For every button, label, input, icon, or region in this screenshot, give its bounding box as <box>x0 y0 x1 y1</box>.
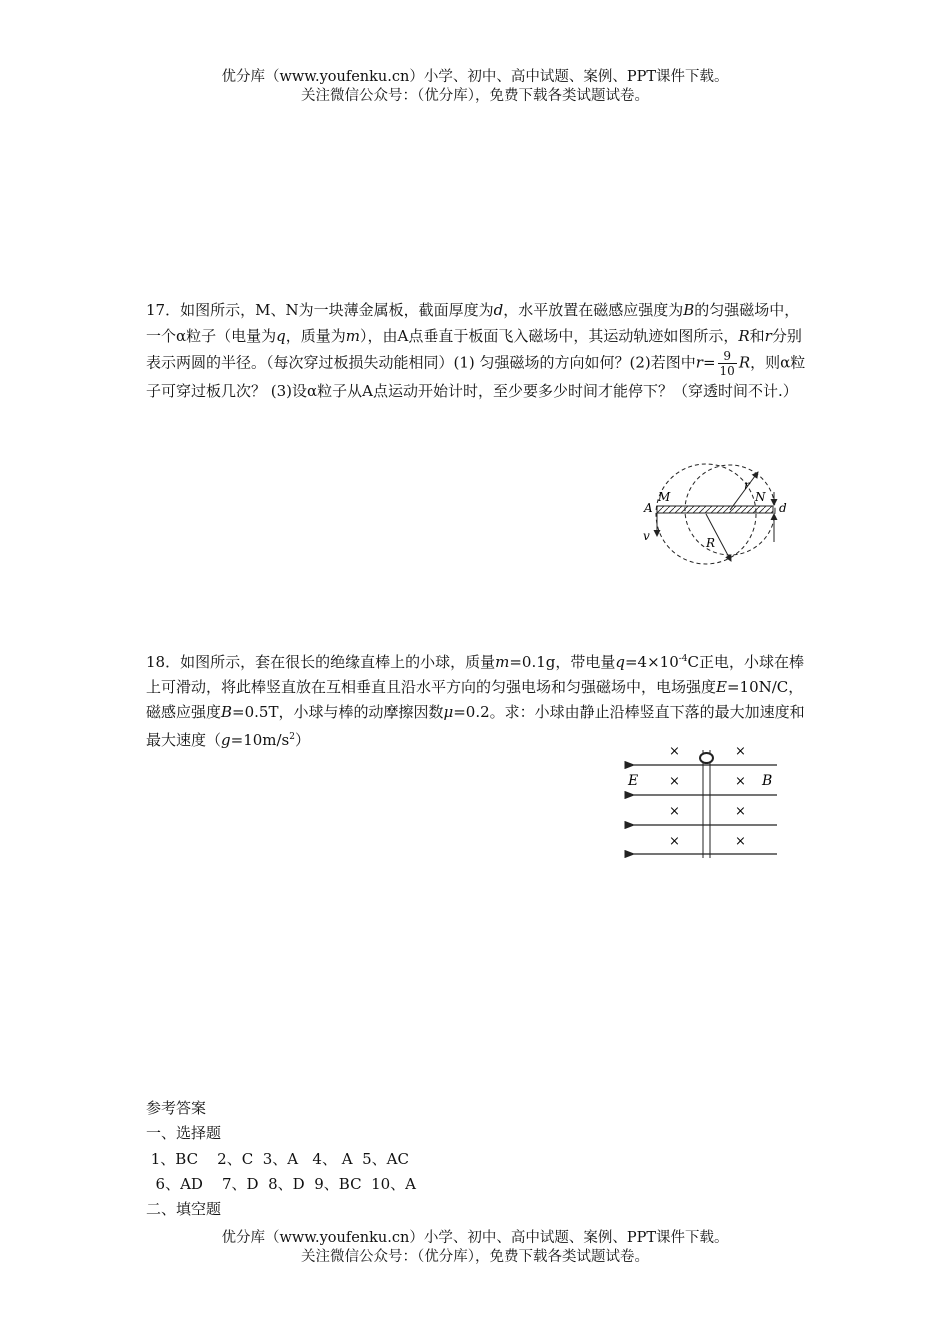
fraction-9-10: $\frac{9}{10}$ <box>719 349 735 378</box>
q17-figure <box>638 460 798 572</box>
label-M: M <box>658 490 671 504</box>
answers-row-2: 6、AD 7、D 8、D 9、BC 10、A <box>146 1175 417 1193</box>
label-v: v <box>643 529 650 543</box>
header-line-2: 关注微信公众号：（优分库），免费下载各类试题试卷。 <box>301 88 649 104</box>
footer-line-1: 优分库（www.youfenku.cn）小学、初中、高中试题、案例、PPT课件下载。 <box>221 1230 729 1246</box>
cross-3: × <box>669 774 680 789</box>
label-B: B <box>762 773 773 789</box>
cross-2: × <box>735 744 746 759</box>
label-d: d <box>779 501 787 515</box>
label-r: r <box>744 478 750 492</box>
label-N: N <box>755 490 766 504</box>
metal-plate <box>657 506 773 513</box>
question-18: 18．如图所示，套在很长的绝缘直棒上的小球，质量m=0.1g，带电量$q=4\times 10^{-4}C$正电，小球在棒上可滑动，将此棒竖直放在互相垂直且沿水平方向的匀强电场和匀强磁场中，电场强度E=10N/C，磁感应强度B=0.5T，小球与棒的动摩擦因数μ=0.2。求：小球由静止沿棒竖直下落的最大加速度和最大速度$(g=10m/s^2)$ <box>146 653 805 749</box>
cross-7: × <box>669 834 680 849</box>
answers-title: 参考答案 <box>146 1099 207 1117</box>
label-R: R <box>706 536 716 550</box>
answers-section-1: 一、选择题 <box>146 1124 222 1142</box>
answers-row-1: 1、BC 2、C 3、A 4、 A 5、AC <box>146 1150 409 1168</box>
cross-4: × <box>735 774 746 789</box>
question-17: 17．如图所示，M、N为一块薄金属板，截面厚度为d，水平放置在磁感应强度为B的匀强磁场中，一个α粒子（电量为q，质量为m），由A点垂直于板面飞入磁场中，其运动轨迹如图所示，R和r分别表示两圆的半径。（每次穿过板损失动能相同）(1) 匀强磁场的方向如何？(2)若图中r= $\frac{9}{10}$ R，则α粒子可穿过板几次？ (3)设α粒子从A点运动开始计时，至少要多少时间才能停下？（穿透时间不计.） <box>146 301 806 400</box>
header-line-1: 优分库（www.youfenku.cn）小学、初中、高中试题、案例、PPT课件下载。 <box>221 69 729 85</box>
cross-8: × <box>735 834 746 849</box>
cross-5: × <box>669 804 680 819</box>
cross-6: × <box>735 804 746 819</box>
label-A: A <box>644 501 653 515</box>
answers-section-2: 二、填空题 <box>146 1200 222 1218</box>
label-E: E <box>628 773 639 789</box>
cross-1: × <box>669 744 680 759</box>
ball <box>700 753 713 763</box>
q18-figure <box>622 740 782 862</box>
footer-line-2: 关注微信公众号：（优分库），免费下载各类试题试卷。 <box>301 1249 649 1265</box>
